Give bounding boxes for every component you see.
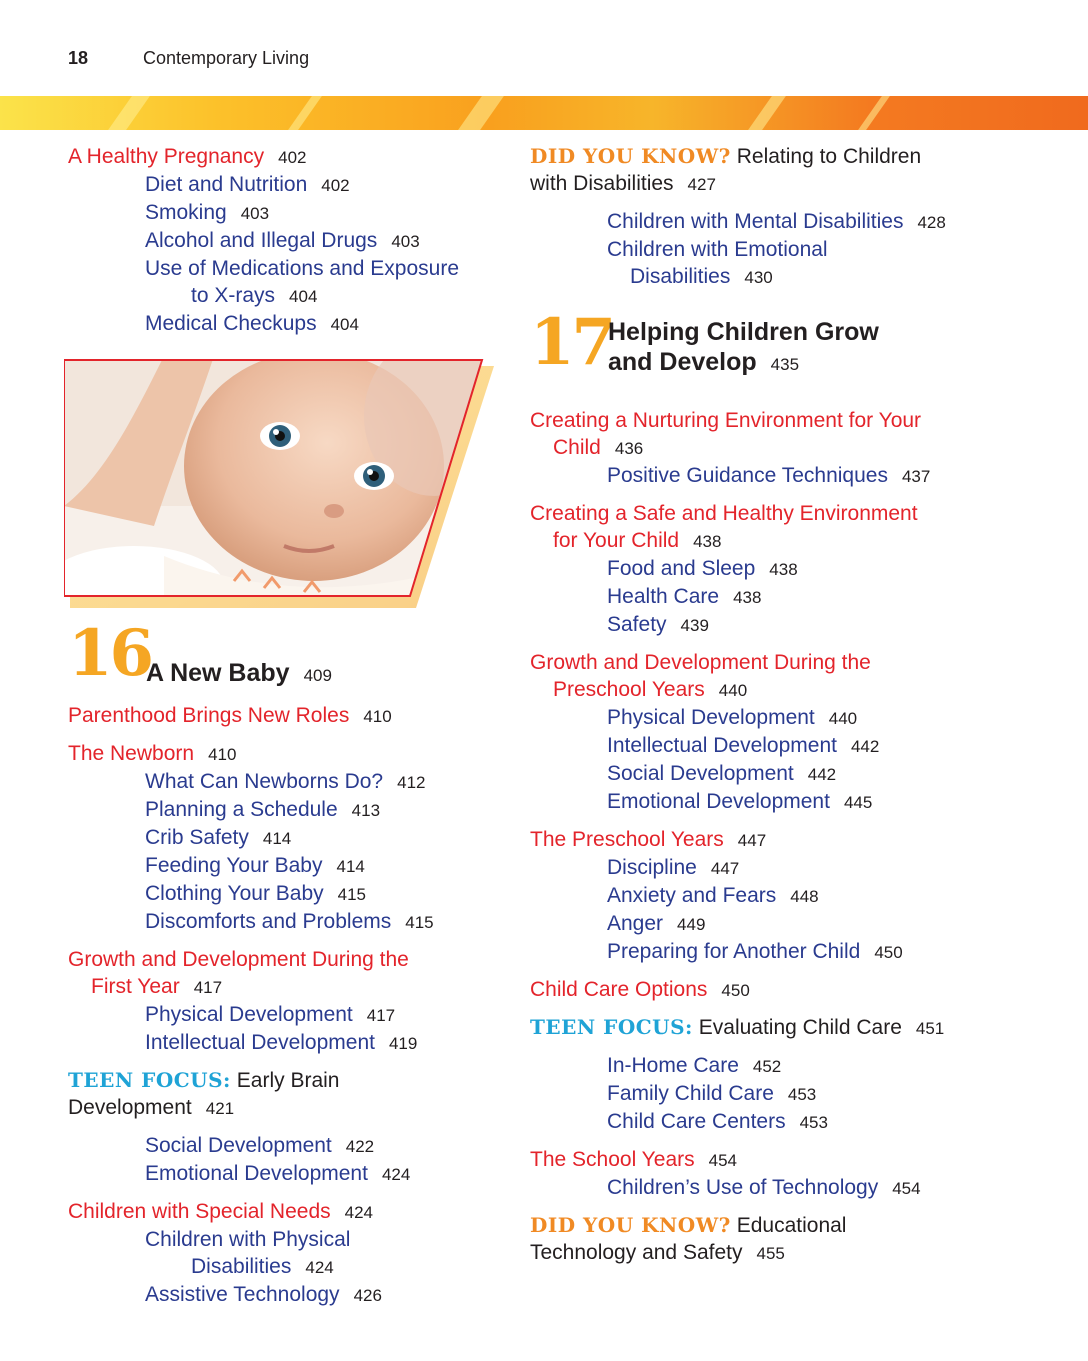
teen-focus-feature[interactable]: TEEN FOCUS: Evaluating Child Care 451 [530, 1015, 945, 1039]
toc-subsection[interactable]: Discipline 447 [607, 856, 740, 879]
toc-subsection[interactable]: Safety 439 [607, 613, 709, 636]
toc-subsection[interactable]: Preparing for Another Child 450 [607, 940, 903, 963]
toc-section-growth-first-year[interactable]: Growth and Development During the First Year 417 [68, 948, 409, 998]
chapter-title: A New Baby 409 [146, 659, 332, 687]
book-title: Contemporary Living [143, 48, 310, 68]
toc-subsection[interactable]: Planning a Schedule 413 [145, 798, 381, 821]
teen-focus-label: TEEN FOCUS: [68, 1068, 231, 1092]
right-column [530, 143, 970, 1277]
toc-subsection[interactable]: Children’s Use of Technology 454 [607, 1176, 921, 1199]
chapter-title: Helping Children Grow and Develop 435 [608, 318, 879, 376]
teen-focus-feature[interactable]: TEEN FOCUS: Early Brain Development 421 [68, 1068, 340, 1119]
toc-subsection[interactable]: Children with Emotional Disabilities 430 [607, 238, 828, 288]
toc-section-newborn[interactable]: The Newborn 410 [68, 742, 237, 765]
decorative-flame-band [0, 96, 1088, 130]
toc-subsection[interactable]: Anxiety and Fears 448 [607, 884, 819, 907]
did-you-know-feature[interactable]: DID YOU KNOW? Relating to Children with Disabilities 427 [530, 144, 922, 195]
chapter-number: 16 [68, 616, 152, 691]
toc-section-parenthood[interactable]: Parenthood Brings New Roles 410 [68, 704, 392, 727]
toc-subsection[interactable]: Clothing Your Baby 415 [145, 882, 367, 905]
toc-subsection[interactable]: Family Child Care 453 [607, 1082, 817, 1105]
toc-section-preschool-years[interactable]: The Preschool Years 447 [530, 828, 767, 851]
chapter-number: 17 [530, 305, 614, 380]
chapter-17-heading[interactable] [530, 305, 970, 397]
did-you-know-feature[interactable]: DID YOU KNOW? Educational Technology and Safety 455 [530, 1213, 847, 1264]
toc-subsection[interactable]: Crib Safety 414 [145, 826, 292, 849]
toc-subsection[interactable]: Diet and Nutrition 402 [145, 173, 350, 196]
toc-subsection[interactable]: Alcohol and Illegal Drugs 403 [145, 229, 420, 252]
toc-section-preschool-growth[interactable]: Growth and Development During the Preschool Years 440 [530, 651, 871, 701]
did-you-know-label: DID YOU KNOW? [530, 144, 731, 168]
toc-subsection[interactable]: Smoking 403 [145, 201, 270, 224]
toc-subsection[interactable]: In-Home Care 452 [607, 1054, 782, 1077]
page-number: 18 [68, 48, 89, 68]
toc-subsection[interactable]: Children with Mental Disabilities 428 [607, 210, 946, 233]
did-you-know-label: DID YOU KNOW? [530, 1213, 731, 1237]
teen-focus-label: TEEN FOCUS: [530, 1015, 693, 1039]
toc-subsection[interactable]: Medical Checkups 404 [145, 312, 359, 335]
toc-section-nurturing[interactable]: Creating a Nurturing Environment for Your Child 436 [530, 409, 922, 459]
toc-subsection[interactable]: Feeding Your Baby 414 [145, 854, 365, 877]
toc-subsection[interactable]: Anger 449 [607, 912, 706, 935]
toc-subsection[interactable]: What Can Newborns Do? 412 [145, 770, 426, 793]
toc-section-special-needs[interactable]: Children with Special Needs 424 [68, 1200, 374, 1223]
toc-section-healthy-pregnancy[interactable]: A Healthy Pregnancy 402 [68, 145, 307, 168]
toc-subsection[interactable]: Physical Development 417 [145, 1003, 396, 1026]
toc-subsection[interactable]: Children with Physical Disabilities 424 [145, 1228, 351, 1278]
left-column [68, 143, 498, 1309]
toc-subsection[interactable]: Positive Guidance Techniques 437 [607, 464, 931, 487]
toc-subsection[interactable]: Social Development 422 [145, 1134, 375, 1157]
baby-photo [64, 356, 494, 606]
toc-subsection[interactable]: Child Care Centers 453 [607, 1110, 828, 1133]
toc-subsection[interactable]: Physical Development 440 [607, 706, 858, 729]
toc-subsection[interactable]: Emotional Development 445 [607, 790, 873, 813]
toc-section-child-care[interactable]: Child Care Options 450 [530, 978, 750, 1001]
toc-subsection[interactable]: Social Development 442 [607, 762, 837, 785]
toc-subsection[interactable]: Intellectual Development 442 [607, 734, 880, 757]
toc-subsection[interactable]: Assistive Technology 426 [145, 1283, 382, 1306]
chapter-16-heading[interactable] [68, 616, 498, 692]
toc-section-safe-environment[interactable]: Creating a Safe and Healthy Environment for Your Child 438 [530, 502, 918, 552]
running-header [68, 48, 309, 69]
toc-subsection[interactable]: Intellectual Development 419 [145, 1031, 418, 1054]
toc-subsection[interactable]: Health Care 438 [607, 585, 762, 608]
toc-subsection[interactable]: Discomforts and Problems 415 [145, 910, 434, 933]
toc-subsection[interactable]: Food and Sleep 438 [607, 557, 798, 580]
toc-subsection[interactable]: Use of Medications and Exposure to X-rays 404 [145, 257, 460, 307]
toc-subsection[interactable]: Emotional Development 424 [145, 1162, 411, 1185]
toc-section-school-years[interactable]: The School Years 454 [530, 1148, 737, 1171]
